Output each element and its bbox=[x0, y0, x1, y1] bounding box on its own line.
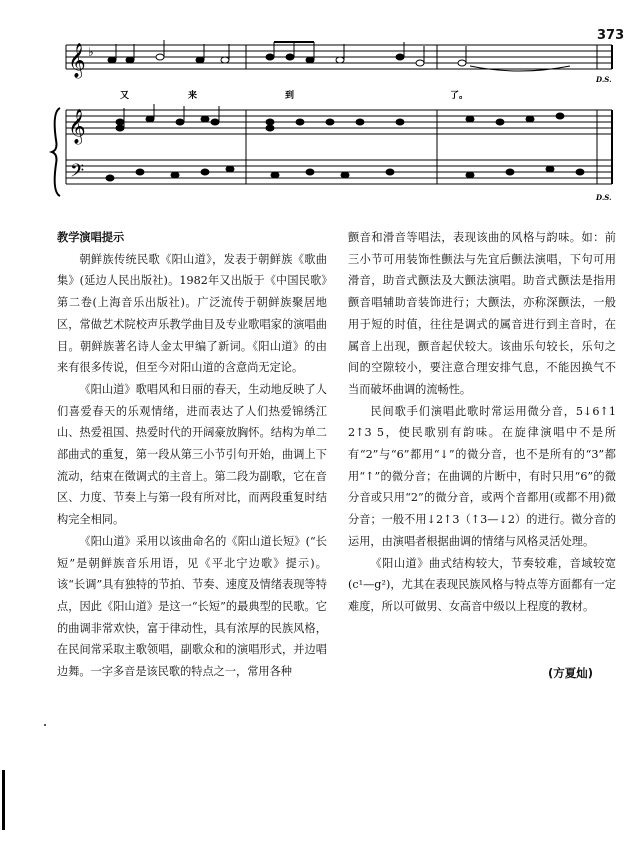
flat-sign-icon: ♭ bbox=[88, 45, 94, 59]
treble-clef-icon: 𝄞 bbox=[68, 43, 86, 78]
paragraph: 《阳山道》曲式结构较大，节奏较难，音域较宽(c¹—g²)，尤其在表现民族风格与特点等方面都有一定难度，所以可做男、女高音中级以上程度的教材。 bbox=[348, 556, 616, 613]
lyric-3: 到 bbox=[285, 91, 295, 101]
paragraph: 民间歌手们演唱此歌时常运用微分音，5↓6↑1 2↑3 5，使民歌别有韵味。在旋律演唱中不是所有“2”与“6”都用“↓”的微分音，也不是所有的“3”都用“↑”的微分音；在曲调的片断中，有时只用“6”的微分音或只用“2”的微分音，或两个音都用(或都不用)微分音；一般不用↓2↑3（↑3—↓2）的进行。微分音的运用，由演唱者根据曲调的情绪与风格灵活处理。 bbox=[348, 404, 616, 548]
piano-brace bbox=[52, 108, 60, 196]
paragraph: 《阳山道》歌唱风和日丽的春天，生动地反映了人们喜爱春天的乐观情绪，进而表达了人们热爱锦绣江山、热爱祖国、热爱时代的开阔豪放胸怀。结构为单二部曲式的重复，第一段从第三小节引句开始，曲调上下流动，结束在徵调式的主音上。第二段为副歌，它在音区、力度、节奏上与第一段有所对比，而两段重复时结构完全相同。 bbox=[57, 382, 327, 527]
music-score bbox=[0, 0, 640, 215]
paragraph: 颤音和滑音等唱法，表现该曲的风格与韵味。如：前三小节可用装饰性颤法与先宜后颤法演唱，下句可用滑音，助音式颤法及大颤法演唱。助音式颤法是指用颤音唱辅助音装饰进行；大颤法，亦称深颤法，一般用于短的时值，往往是调式的属音进行到主音时，在属音上出现，颤音起伏较大。该曲乐句较长，乐句之间的空隙较小，要注意合理安排气息，不能因换气不当而破坏曲调的流畅性。 bbox=[348, 231, 616, 396]
page-number: 373 bbox=[597, 28, 625, 43]
paragraph: 《阳山道》采用以该曲命名的《阳山道长短》(“长短”是朝鲜族音乐用语，见《平北宁边歌》提示)。该“长调”具有独特的节拍、节奏、速度及情绪表现等特点，因此《阳山道》是这一“长短”的最典型的民歌。它的曲调非常欢快，富于律动性，具有浓厚的民族风格，在民间常采取主歌领唱，副歌众和的演唱形式，并边唱边舞。一字多音是该民歌的特点之一，常用各种 bbox=[57, 534, 327, 679]
margin-dot bbox=[44, 724, 46, 726]
ds-mark-2: D.S. bbox=[596, 193, 612, 202]
paragraph: 朝鲜族传统民歌《阳山道》，发表于朝鲜族《歌曲集》(延边人民出版社)。1982年又出版于《中国民歌》第二卷(上海音乐出版社)。广泛流传于朝鲜族聚居地区，常做艺术院校声乐教学曲目及专业歌唱家的演唱曲目。朝鲜族著名诗人金太甲编了新词。《阳山道》的由来有很多传说，但至今对阳山道的含意尚无定论。 bbox=[57, 252, 327, 375]
lyric-2: 来 bbox=[188, 91, 198, 101]
lyric-4: 了。 bbox=[450, 91, 469, 101]
piano-treble-clef-icon: 𝄞 bbox=[68, 109, 86, 144]
lyric-1: 又 bbox=[120, 91, 130, 101]
author-credit: (方夏灿) bbox=[548, 666, 594, 680]
section-heading: 教学演唱提示 bbox=[57, 231, 125, 244]
margin-mark bbox=[2, 770, 5, 830]
right-column bbox=[348, 227, 616, 618]
bass-clef-icon: 𝄢 bbox=[70, 161, 85, 186]
ds-mark: D.S. bbox=[596, 75, 612, 84]
left-column bbox=[57, 227, 327, 683]
